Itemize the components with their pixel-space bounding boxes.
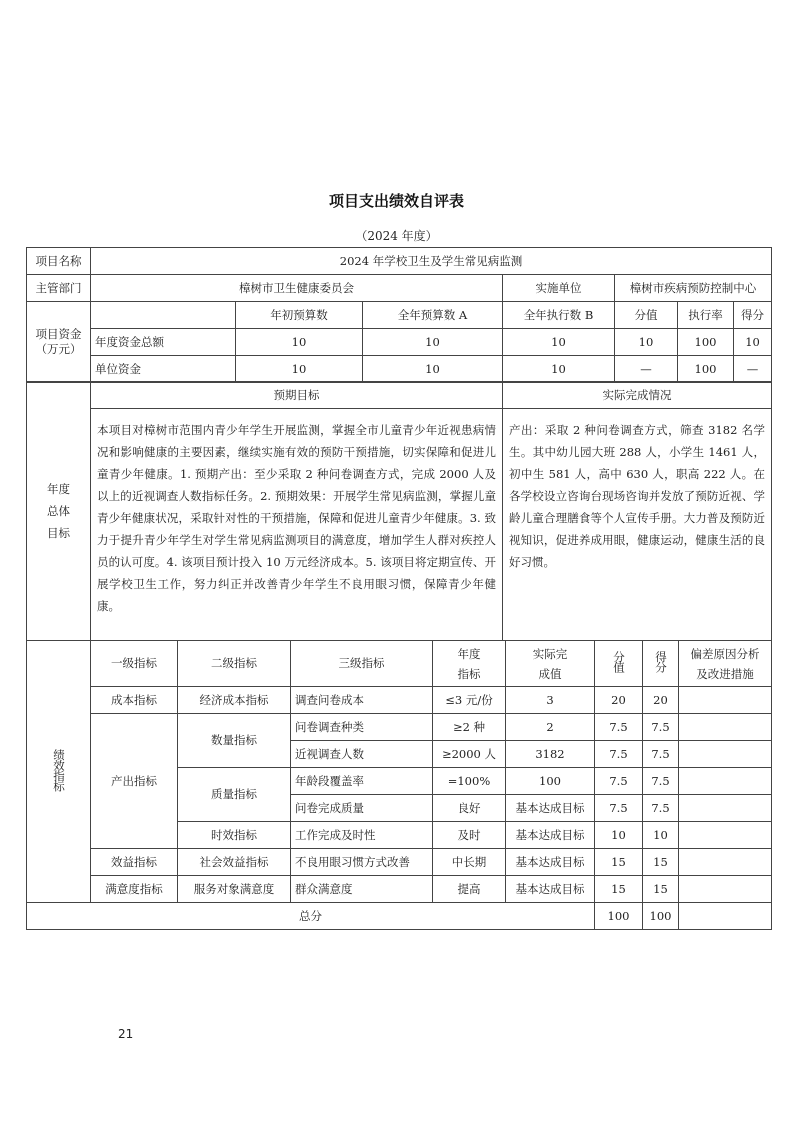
funds-row-score-value: — [615, 356, 678, 383]
document-year: （2024 年度） [355, 229, 438, 243]
funds-row-name: 年度资金总额 [91, 329, 236, 356]
goals-table [26, 381, 772, 641]
basic-info-table [26, 247, 772, 383]
score-value-cell: 15 [595, 849, 643, 876]
score-value-cell: 7.5 [595, 741, 643, 768]
level2-social-benefit: 社会效益指标 [178, 849, 291, 876]
funds-row-initial: 10 [236, 356, 363, 383]
funds-row-exec-rate: 100 [678, 356, 734, 383]
level3-cell: 问卷调查种类 [291, 714, 433, 741]
table-row [27, 714, 772, 741]
level1-benefit: 效益指标 [91, 849, 178, 876]
funds-row [27, 329, 772, 356]
level3-cell: 不良用眼习惯方式改善 [291, 849, 433, 876]
goals-content-row [27, 409, 772, 641]
header-score-text: 得分 [653, 651, 668, 673]
expected-goal-text: 本项目对樟树市范围内青少年学生开展监测，掌握全市儿童青少年近视患病情况和影响健康的主要因素，继续实施有效的预防干预措施，切实保障和促进儿童青少年健康。1. 预期产出：至少采取 2 种问卷调查方式，完成 2000 人及以上的近视调查人数指标任务。2. 预期效果：开展学生常见病监测，掌握儿童青少年健康状况，采取针对性的干预措施，保障和促进儿童青少年健康。3. 致力于提升青少年学生对学生常见病监测项目的满意度，增加学生人群对疾控人员的认可度。4. 该项目预计投入 10 万元经济成本。5. 该项目将定期宣传、开展学校卫生工作，努力纠正并改善青少年学生不良用眼习惯，保障青少年健康。 [91, 409, 503, 641]
analysis-cell [679, 687, 772, 714]
dept-value: 樟树市卫生健康委员会 [91, 275, 503, 302]
actual-cell: 100 [506, 768, 595, 795]
level2-quality: 质量指标 [178, 768, 291, 822]
header-actual [506, 641, 595, 687]
level3-cell: 问卷完成质量 [291, 795, 433, 822]
funds-header-row [27, 302, 772, 329]
actual-cell: 基本达成目标 [506, 876, 595, 903]
level2-quantity: 数量指标 [178, 714, 291, 768]
table-row [27, 687, 772, 714]
score-cell: 10 [643, 822, 679, 849]
header-target [433, 641, 506, 687]
score-value-cell: 7.5 [595, 768, 643, 795]
funds-row-score: 10 [734, 329, 772, 356]
goals-label [27, 382, 91, 641]
level2-economic-cost: 经济成本指标 [178, 687, 291, 714]
funds-header-exec-b: 全年执行数 B [503, 302, 615, 329]
header-analysis-text: 偏差原因分析及改进措施 [690, 646, 760, 681]
actual-cell: 3 [506, 687, 595, 714]
table-row [27, 876, 772, 903]
score-cell: 7.5 [643, 714, 679, 741]
funds-row-exec-rate: 100 [678, 329, 734, 356]
document-title: 项目支出绩效自评表 [328, 192, 464, 210]
funds-header-empty [91, 302, 236, 329]
target-cell: 中长期 [433, 849, 506, 876]
funds-header-budget-a: 全年预算数 A [363, 302, 503, 329]
header-analysis [679, 641, 772, 687]
total-score-value: 100 [595, 903, 643, 930]
indicators-table [26, 640, 772, 930]
total-row [27, 903, 772, 930]
level3-cell: 群众满意度 [291, 876, 433, 903]
funds-row-name: 单位资金 [91, 356, 236, 383]
project-name-row [27, 248, 772, 275]
target-cell: 良好 [433, 795, 506, 822]
total-score: 100 [643, 903, 679, 930]
target-cell: 提高 [433, 876, 506, 903]
indicators-label-text: 绩效指标 [51, 748, 66, 791]
analysis-cell [679, 876, 772, 903]
analysis-cell [679, 714, 772, 741]
analysis-cell [679, 741, 772, 768]
indicators-label [27, 641, 91, 903]
project-name-value: 2024 年学校卫生及学生常见病监测 [91, 248, 772, 275]
score-value-cell: 7.5 [595, 714, 643, 741]
impl-label: 实施单位 [503, 275, 615, 302]
score-cell: 20 [643, 687, 679, 714]
target-cell: ≤3 元/份 [433, 687, 506, 714]
analysis-cell [679, 795, 772, 822]
score-cell: 7.5 [643, 768, 679, 795]
score-value-cell: 10 [595, 822, 643, 849]
funds-header-score: 得分 [734, 302, 772, 329]
score-value-cell: 7.5 [595, 795, 643, 822]
header-actual-text: 实际完成值 [532, 646, 568, 681]
funds-row-score-value: 10 [615, 329, 678, 356]
target-cell: ≥2 种 [433, 714, 506, 741]
level1-cost: 成本指标 [91, 687, 178, 714]
score-cell: 7.5 [643, 741, 679, 768]
funds-row-budget-a: 10 [363, 329, 503, 356]
target-cell: =100% [433, 768, 506, 795]
level1-satisfaction: 满意度指标 [91, 876, 178, 903]
funds-row-score: — [734, 356, 772, 383]
actual-status-header: 实际完成情况 [503, 382, 772, 409]
actual-status-text: 产出：采取 2 种问卷调查方式，筛查 3182 名学生。其中幼儿园大班 288 人，小学生 1461 人，初中生 581 人，高中 630 人，职高 222 人。在各学校设立咨询台现场咨询并发放了预防近视、学龄儿童合理膳食等个人宣传手册。大力普及预防近视知识，促进养成用眼，健康运动，健康生活的良好习惯。 [503, 409, 772, 641]
target-cell: ≥2000 人 [433, 741, 506, 768]
total-analysis [679, 903, 772, 930]
dept-label: 主管部门 [27, 275, 91, 302]
indicators-header-row [27, 641, 772, 687]
funds-header-initial: 年初预算数 [236, 302, 363, 329]
funds-row-initial: 10 [236, 329, 363, 356]
funds-header-score-value: 分值 [615, 302, 678, 329]
target-cell: 及时 [433, 822, 506, 849]
funds-header-exec-rate: 执行率 [678, 302, 734, 329]
level3-cell: 近视调查人数 [291, 741, 433, 768]
actual-cell: 基本达成目标 [506, 795, 595, 822]
funds-row-budget-a: 10 [363, 356, 503, 383]
actual-cell: 基本达成目标 [506, 849, 595, 876]
analysis-cell [679, 822, 772, 849]
header-score-value [595, 641, 643, 687]
header-target-text: 年度指标 [457, 646, 481, 681]
actual-cell: 2 [506, 714, 595, 741]
score-value-cell: 20 [595, 687, 643, 714]
level3-cell: 年龄段覆盖率 [291, 768, 433, 795]
level3-cell: 工作完成及时性 [291, 822, 433, 849]
score-value-cell: 15 [595, 876, 643, 903]
level3-cell: 调查问卷成本 [291, 687, 433, 714]
level2-timeliness: 时效指标 [178, 822, 291, 849]
actual-cell: 基本达成目标 [506, 822, 595, 849]
level2-service-satisfaction: 服务对象满意度 [178, 876, 291, 903]
page-number: 21 [118, 1027, 134, 1041]
funds-row [27, 356, 772, 383]
level1-output: 产出指标 [91, 714, 178, 849]
header-level2: 二级指标 [178, 641, 291, 687]
funds-row-exec-b: 10 [503, 356, 615, 383]
impl-value: 樟树市疾病预防控制中心 [615, 275, 772, 302]
goals-header-row [27, 382, 772, 409]
header-level3: 三级指标 [291, 641, 433, 687]
actual-cell: 3182 [506, 741, 595, 768]
analysis-cell [679, 768, 772, 795]
dept-row [27, 275, 772, 302]
funds-label [27, 302, 91, 383]
analysis-cell [679, 849, 772, 876]
goals-label-text: 年度总体目标 [47, 482, 70, 540]
score-cell: 7.5 [643, 795, 679, 822]
table-row [27, 849, 772, 876]
funds-row-exec-b: 10 [503, 329, 615, 356]
funds-label-text: 项目资金（万元） [35, 327, 82, 356]
project-name-label: 项目名称 [27, 248, 91, 275]
score-cell: 15 [643, 876, 679, 903]
score-cell: 15 [643, 849, 679, 876]
expected-goal-header: 预期目标 [91, 382, 503, 409]
header-score [643, 641, 679, 687]
header-level1: 一级指标 [91, 641, 178, 687]
header-score-value-text: 分值 [611, 651, 626, 673]
total-label: 总分 [27, 903, 595, 930]
